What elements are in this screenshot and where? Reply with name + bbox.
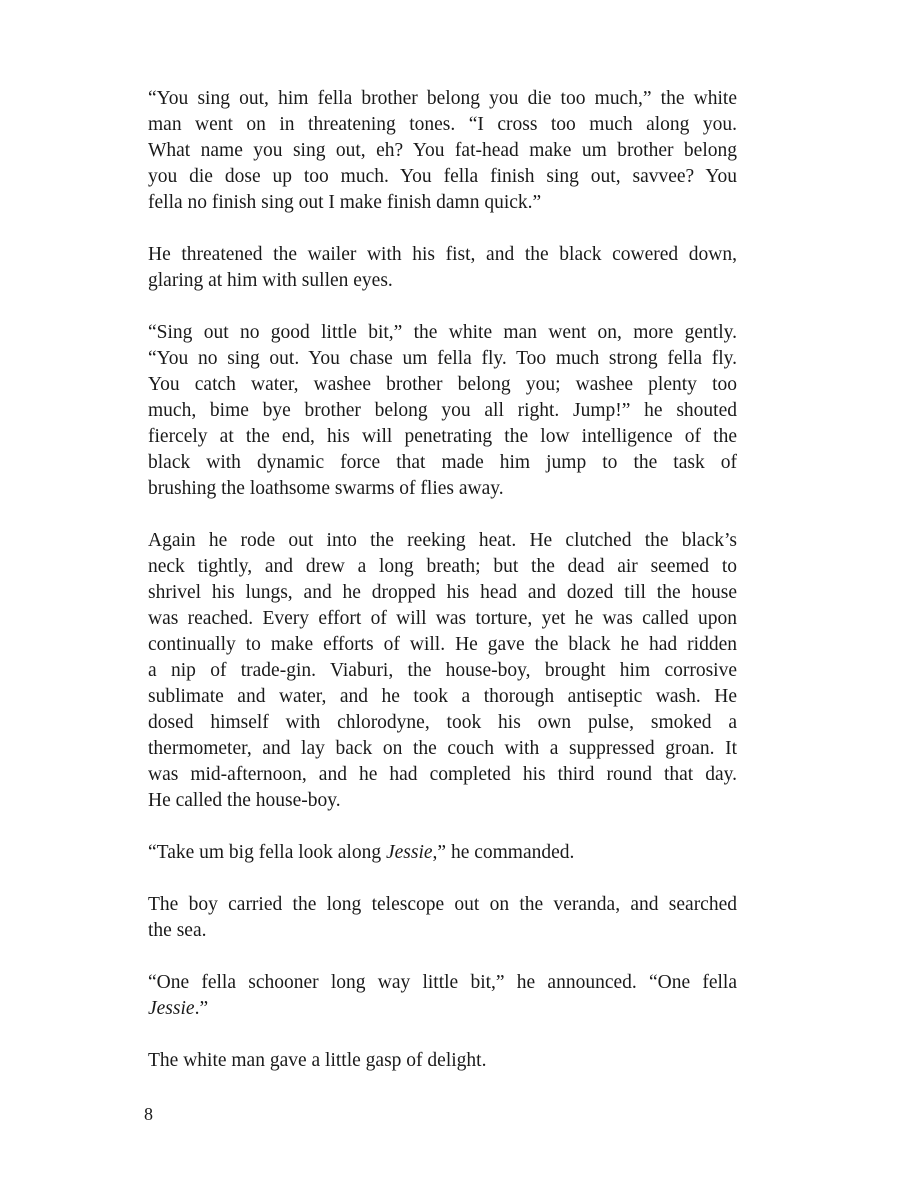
text-line: He called the house-boy. bbox=[148, 790, 341, 811]
text-line: brushing the loathsome swarms of flies away. bbox=[148, 478, 504, 499]
text-line: much, bime bye brother belong you all right. Jump!” he shouted bbox=[148, 400, 737, 421]
text-segment: ,” he commanded. bbox=[432, 842, 575, 863]
text-line: “You no sing out. You chase um fella fly. Too much strong fella fly. bbox=[148, 348, 737, 369]
text-line: man went on in threatening tones. “I cross too much along you. bbox=[148, 114, 737, 135]
text-line: fiercely at the end, his will penetrating the low intelligence of the bbox=[148, 426, 737, 447]
page-number: 8 bbox=[144, 1104, 153, 1124]
paragraph bbox=[148, 528, 737, 814]
italic-ship-name: Jessie bbox=[148, 998, 195, 1019]
text-line: sublimate and water, and he took a thorough antiseptic wash. He bbox=[148, 686, 737, 707]
text-line: Again he rode out into the reeking heat. He clutched the black’s bbox=[148, 530, 737, 551]
paragraph bbox=[148, 320, 737, 502]
text-line: dosed himself with chlorodyne, took his own pulse, smoked a bbox=[148, 712, 737, 733]
text-line: shrivel his lungs, and he dropped his head and dozed till the house bbox=[148, 582, 737, 603]
text-segment: “Take um big fella look along bbox=[148, 842, 386, 863]
text-line: you die dose up too much. You fella finish sing out, savvee? You bbox=[148, 166, 737, 187]
text-line: a nip of trade-gin. Viaburi, the house-boy, brought him corrosive bbox=[148, 660, 737, 681]
paragraph bbox=[148, 86, 737, 216]
text-line: “Sing out no good little bit,” the white man went on, more gently. bbox=[148, 322, 737, 343]
text-line: the sea. bbox=[148, 920, 207, 941]
text-line: What name you sing out, eh? You fat-head make um brother belong bbox=[148, 140, 737, 161]
text-line: “One fella schooner long way little bit,” he announced. “One fella bbox=[148, 972, 737, 993]
text-line: thermometer, and lay back on the couch with a suppressed groan. It bbox=[148, 738, 737, 759]
text-segment: .” bbox=[194, 998, 209, 1019]
text-line: black with dynamic force that made him jump to the task of bbox=[148, 452, 737, 473]
text-line: The boy carried the long telescope out on the veranda, and searched bbox=[148, 894, 737, 915]
text-line: “You sing out, him fella brother belong you die too much,” the white bbox=[148, 88, 737, 109]
italic-ship-name: Jessie bbox=[385, 842, 433, 863]
paragraph bbox=[148, 1048, 737, 1074]
text-line: fella no finish sing out I make finish damn quick.” bbox=[148, 192, 542, 213]
text-line: He threatened the wailer with his fist, and the black cowered down, bbox=[148, 244, 737, 265]
text-line: neck tightly, and drew a long breath; but the dead air seemed to bbox=[148, 556, 737, 577]
paragraph bbox=[148, 242, 737, 294]
document-page bbox=[148, 86, 737, 1100]
text-line: was reached. Every effort of will was torture, yet he was called upon bbox=[148, 608, 737, 629]
text-line: continually to make efforts of will. He gave the black he had ridden bbox=[148, 634, 737, 655]
paragraph bbox=[148, 892, 737, 944]
text-line bbox=[148, 996, 737, 1022]
text-line: The white man gave a little gasp of delight. bbox=[148, 1050, 487, 1071]
text-line: was mid-afternoon, and he had completed his third round that day. bbox=[148, 764, 737, 785]
paragraph bbox=[148, 840, 737, 866]
text-line: You catch water, washee brother belong you; washee plenty too bbox=[148, 374, 737, 395]
text-line: glaring at him with sullen eyes. bbox=[148, 270, 393, 291]
paragraph bbox=[148, 970, 737, 1022]
text-line bbox=[148, 840, 737, 866]
